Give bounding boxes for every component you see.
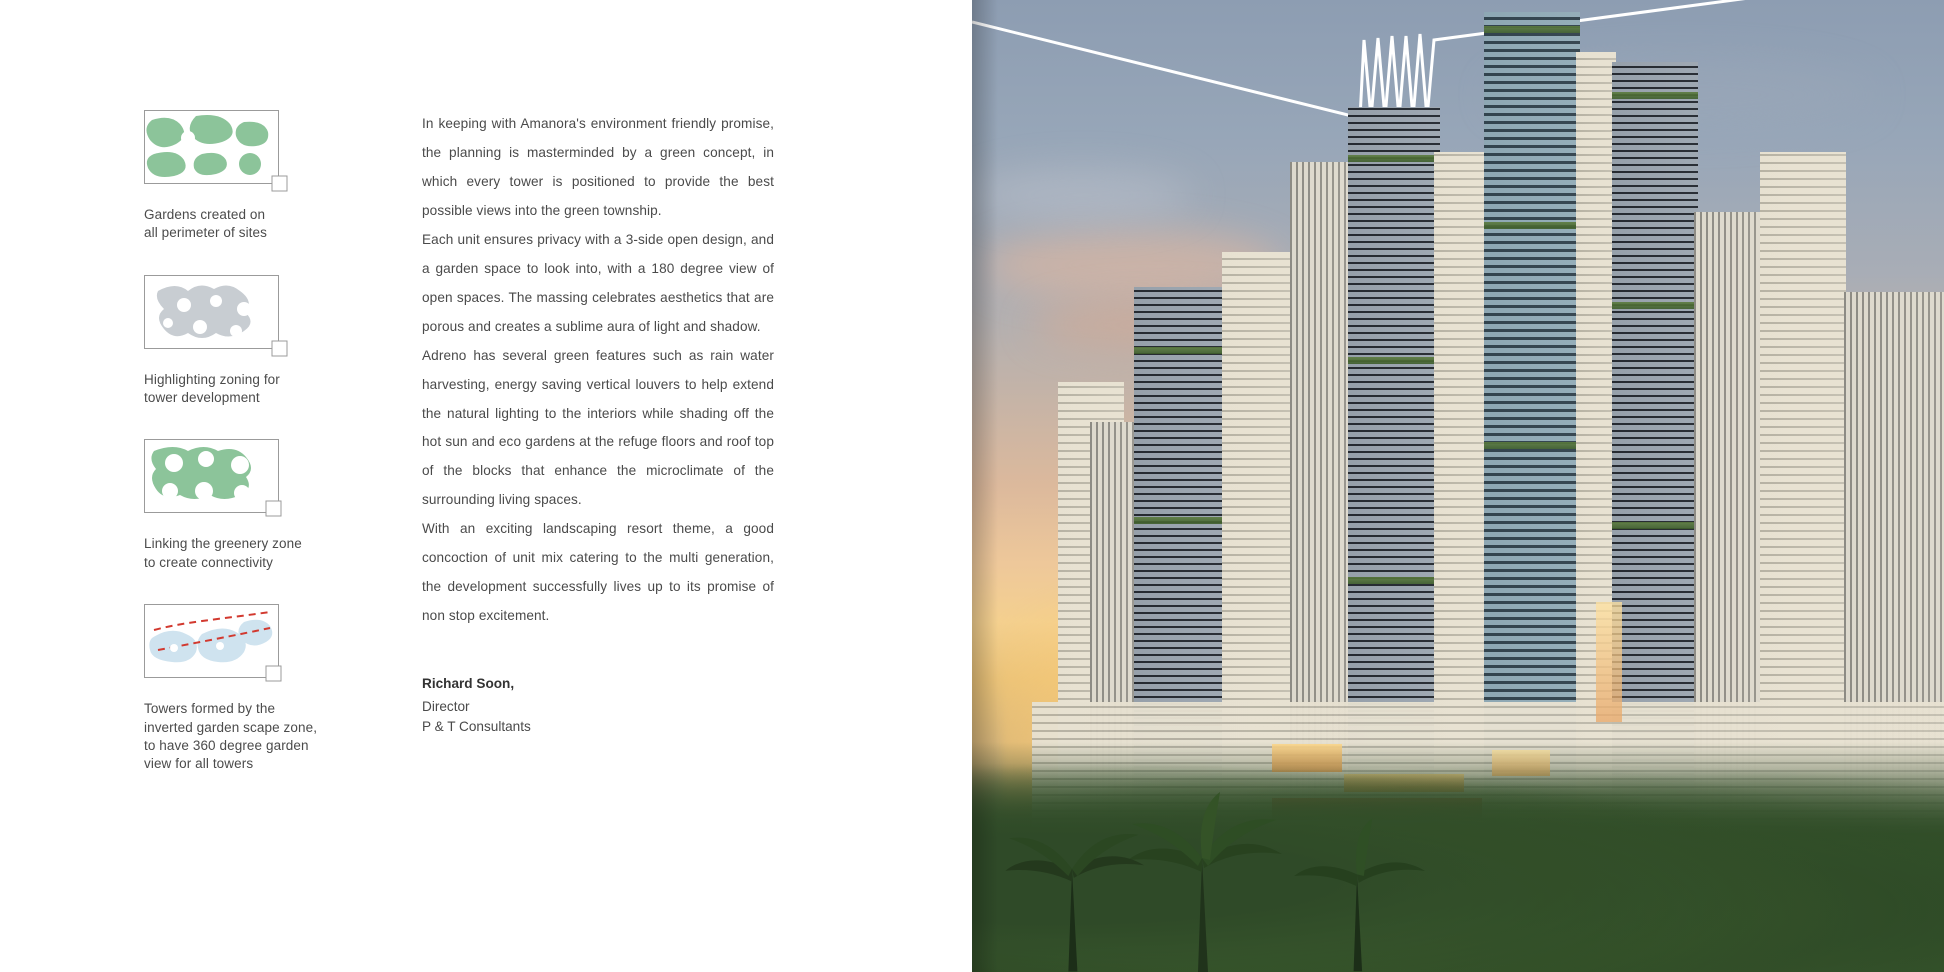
diagram-column xyxy=(144,110,344,806)
organic-gardens-diagram-icon xyxy=(144,110,288,192)
inverted-gardenscape-diagram-icon xyxy=(144,604,288,686)
sky-garden-band xyxy=(1134,517,1224,524)
lit-window-row xyxy=(1596,602,1622,722)
caption-line: Highlighting zoning for xyxy=(144,371,280,387)
caption-line: tower development xyxy=(144,390,260,406)
body-paragraph-2: Each unit ensures privacy with a 3-side open design, and a garden space to look into, with a 180 degree view of open spaces. The massing celebrates aesthetics that are porous and creates a sublime aura of light and shadow. xyxy=(422,231,774,334)
sky-garden-band xyxy=(1612,522,1698,529)
sky-garden-band xyxy=(1612,302,1698,309)
signature-name: Richard Soon, xyxy=(422,676,515,692)
body-copy-column xyxy=(422,110,774,736)
caption-line: view for all towers xyxy=(144,756,254,772)
diagram-caption xyxy=(144,206,344,243)
caption-line: to create connectivity xyxy=(144,554,274,570)
sky-garden-band xyxy=(1484,442,1580,449)
sky-garden-band xyxy=(1484,222,1580,229)
caption-line: Linking the greenery zone xyxy=(144,536,302,552)
caption-line: to have 360 degree garden xyxy=(144,737,309,753)
palm-tree-icon xyxy=(982,782,1162,972)
sky-garden-band xyxy=(1612,92,1698,99)
caption-line: Towers formed by the xyxy=(144,701,276,717)
diagram-block-zoning xyxy=(144,275,344,408)
diagram-block-gardens xyxy=(144,110,344,243)
diagram-caption xyxy=(144,535,344,572)
sky-garden-band xyxy=(1348,357,1440,364)
caption-line: Gardens created on xyxy=(144,207,266,222)
sky-garden-band xyxy=(1484,26,1580,33)
signature-title: Director xyxy=(422,698,470,714)
diagram-caption xyxy=(144,371,344,408)
palm-tree-icon xyxy=(1272,792,1442,972)
caption-line: all perimeter of sites xyxy=(144,225,267,241)
diagram-block-greenery-link xyxy=(144,439,344,572)
signature-company: P & T Consultants xyxy=(422,718,531,734)
sky-garden-band xyxy=(1348,577,1440,584)
diagram-block-inverted-gardenscape xyxy=(144,604,344,773)
diagram-caption xyxy=(144,700,344,773)
sky-garden-band xyxy=(1348,155,1440,162)
sky-garden-band xyxy=(1134,347,1224,354)
body-paragraph-4: With an exciting landscaping resort theme, a good concoction of unit mix catering to the multi generation, the development successfully lives up to its promise of non stop excitement. xyxy=(422,521,774,624)
body-paragraph-1: In keeping with Amanora's environment friendly promise, the planning is masterminded by a green concept, in which every tower is positioned to provide the best possible views into the green township. xyxy=(422,116,774,218)
body-paragraph-3: Adreno has several green features such as rain water harvesting, energy saving vertical louvers to help extend the natural lighting to the interiors while shading off the hot sun and eco gardens at the refuge floors and roof top of the blocks that enhance the microclimate of the surrounding living spaces. xyxy=(422,347,774,508)
caption-line: inverted garden scape zone, xyxy=(144,719,318,735)
architectural-render-photo xyxy=(972,0,1944,972)
greenery-link-diagram-icon xyxy=(144,439,288,521)
signature-block xyxy=(422,671,774,736)
zoning-diagram-icon xyxy=(144,275,288,357)
